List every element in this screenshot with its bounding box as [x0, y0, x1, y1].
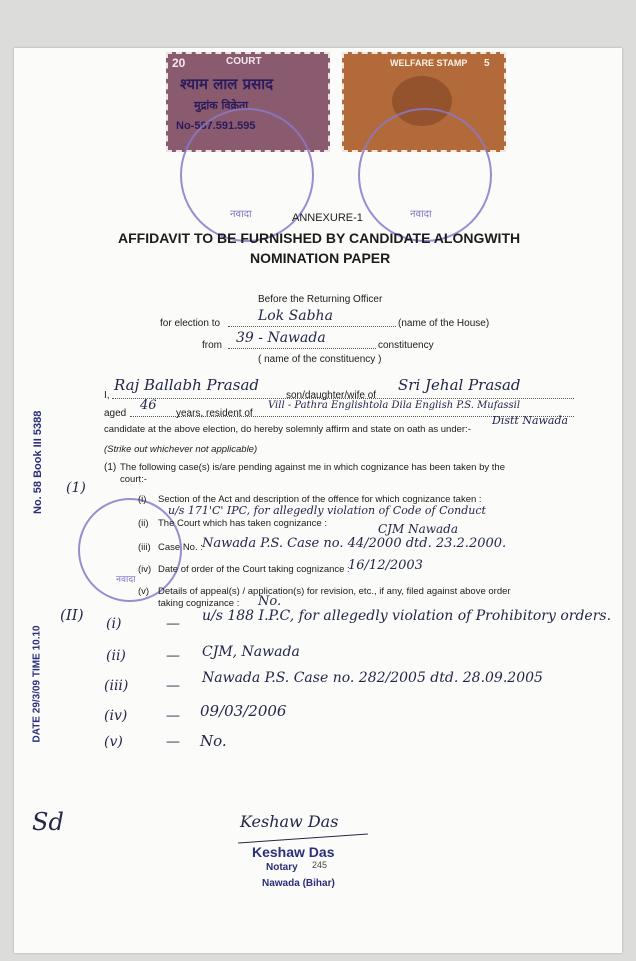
section-2-item-3-number: (iii)	[104, 678, 129, 694]
notary-seal-right	[358, 108, 492, 242]
section-2-item-5-number: (v)	[104, 734, 123, 750]
notary-place: Nawada (Bihar)	[262, 878, 335, 889]
constituency-prefix: from	[202, 340, 222, 351]
resident-label: years, resident of	[176, 408, 253, 419]
section-2-item-3-dash: —	[166, 678, 180, 694]
margin-date-stamp: DATE 29/3/09 TIME 10.10	[31, 625, 43, 743]
item-5-label-2: taking cognizance :	[158, 598, 240, 609]
stamp-denomination: 20	[172, 56, 186, 70]
section-2-item-3-text: Nawada P.S. Case no. 282/2005 dtd. 28.09.2005	[202, 670, 543, 686]
item-4-label: Date of order of the Court taking cognizance :	[158, 564, 350, 575]
notary-reg-no: 245	[312, 860, 328, 870]
election-suffix: (name of the House)	[398, 318, 490, 329]
clause-1-text-2: court:-	[120, 474, 147, 485]
constituency-dotted-line	[228, 348, 376, 349]
item-2-number: (ii)	[138, 518, 149, 529]
section-2-item-2-number: (ii)	[106, 648, 126, 664]
notary-name: Keshaw Das	[252, 844, 335, 860]
candidate-address: Vill - Pathra Englishtola Dila English P.S. Mufassil	[268, 400, 521, 411]
margin-handwritten-1: (1)	[66, 480, 86, 496]
section-2-item-4-number: (iv)	[104, 708, 128, 724]
welfare-stamp-title: WELFARE STAMP	[390, 58, 468, 68]
before-returning-officer: Before the Returning Officer	[258, 294, 383, 305]
section-2-item-2-dash: —	[166, 648, 180, 664]
title-line-2: NOMINATION PAPER	[250, 250, 391, 266]
annexure-label: ANNEXURE-1	[292, 212, 363, 224]
item-3-label: Case No. :	[158, 542, 203, 553]
constituency-note: ( name of the constituency )	[258, 354, 382, 365]
stamp-vendor-title: मुद्रांक विक्रेता	[194, 99, 249, 112]
candidate-age: 46	[140, 398, 157, 413]
declaration-line-3: candidate at the above election, do hereby solemnly affirm and state on oath as under:-	[104, 424, 471, 435]
relation-label: son/daughter/wife of	[286, 390, 377, 401]
item-4-answer: 16/12/2003	[348, 558, 423, 573]
candidate-district: Distt Nawada	[492, 414, 569, 427]
stamp-vendor-name: श्याम लाल प्रसाद	[180, 75, 274, 93]
seal-text-right: नवादा	[410, 209, 432, 220]
section-2-item-4-text: 09/03/2006	[200, 702, 287, 720]
seal-text-middle: नवादा	[116, 575, 136, 585]
candidate-name: Raj Ballabh Prasad	[114, 376, 259, 394]
item-5-number: (v)	[138, 586, 150, 597]
item-2-label: The Court which has taken cognizance :	[158, 518, 327, 529]
section-2-item-1-number: (i)	[106, 616, 122, 632]
strike-note: (Strike out whichever not applicable)	[104, 444, 258, 455]
margin-register-stamp: No. 58 Book III 5388	[32, 410, 44, 514]
section-2-item-5-dash: —	[166, 734, 180, 750]
election-prefix: for election to	[160, 318, 221, 329]
item-3-number: (iii)	[138, 542, 151, 553]
notary-signature: Keshaw Das	[240, 812, 339, 831]
notary-title: Notary	[266, 862, 298, 873]
section-2-item-2-text: CJM, Nawada	[202, 644, 300, 660]
item-1-label: Section of the Act and description of the offence for which cognizance taken :	[158, 494, 482, 505]
stamp-vendor-no: No-587.591.595	[176, 120, 256, 132]
margin-initials: Sd	[32, 808, 64, 836]
welfare-stamp-denomination: 5	[484, 58, 490, 69]
signature-stroke	[238, 833, 368, 843]
item-1-number: (i)	[138, 494, 147, 505]
constituency-value: 39 - Nawada	[236, 330, 326, 346]
constituency-suffix: constituency	[378, 340, 434, 351]
item-3-answer: Nawada P.S. Case no. 44/2000 dtd. 23.2.2000.	[202, 536, 507, 551]
election-dotted-line	[228, 326, 396, 327]
declaration-i: I,	[104, 390, 110, 401]
clause-1-text-1: The following case(s) is/are pending against me in which cognizance has been taken by the	[120, 462, 505, 473]
item-4-number: (iv)	[138, 564, 152, 575]
section-2-item-4-dash: —	[166, 708, 180, 724]
stamp-label: COURT	[226, 56, 262, 67]
affidavit-page	[14, 48, 622, 953]
section-2-item-1-dash: —	[166, 616, 180, 632]
seal-text-left: नवादा	[230, 209, 252, 220]
father-name: Sri Jehal Prasad	[398, 376, 521, 394]
section-2-item-1-text: u/s 188 I.P.C, for allegedly violation of Prohibitory orders.	[202, 608, 612, 624]
item-1-answer: u/s 171'C' IPC, for allegedly violation of Code of Conduct	[168, 504, 486, 517]
title-line-1: AFFIDAVIT TO BE FURNISHED BY CANDIDATE ALONGWITH	[118, 230, 521, 246]
clause-1-number: (1)	[104, 462, 117, 473]
item-5-label: Details of appeal(s) / application(s) for revision, etc., if any, filed against above order	[158, 586, 511, 597]
item-2-answer: CJM Nawada	[378, 522, 459, 536]
item-5-answer: No.	[258, 594, 282, 609]
aged-label: aged	[104, 408, 127, 419]
election-value: Lok Sabha	[258, 308, 333, 324]
section-2-item-5-text: No.	[200, 732, 227, 750]
section-2-number: (II)	[60, 606, 84, 624]
